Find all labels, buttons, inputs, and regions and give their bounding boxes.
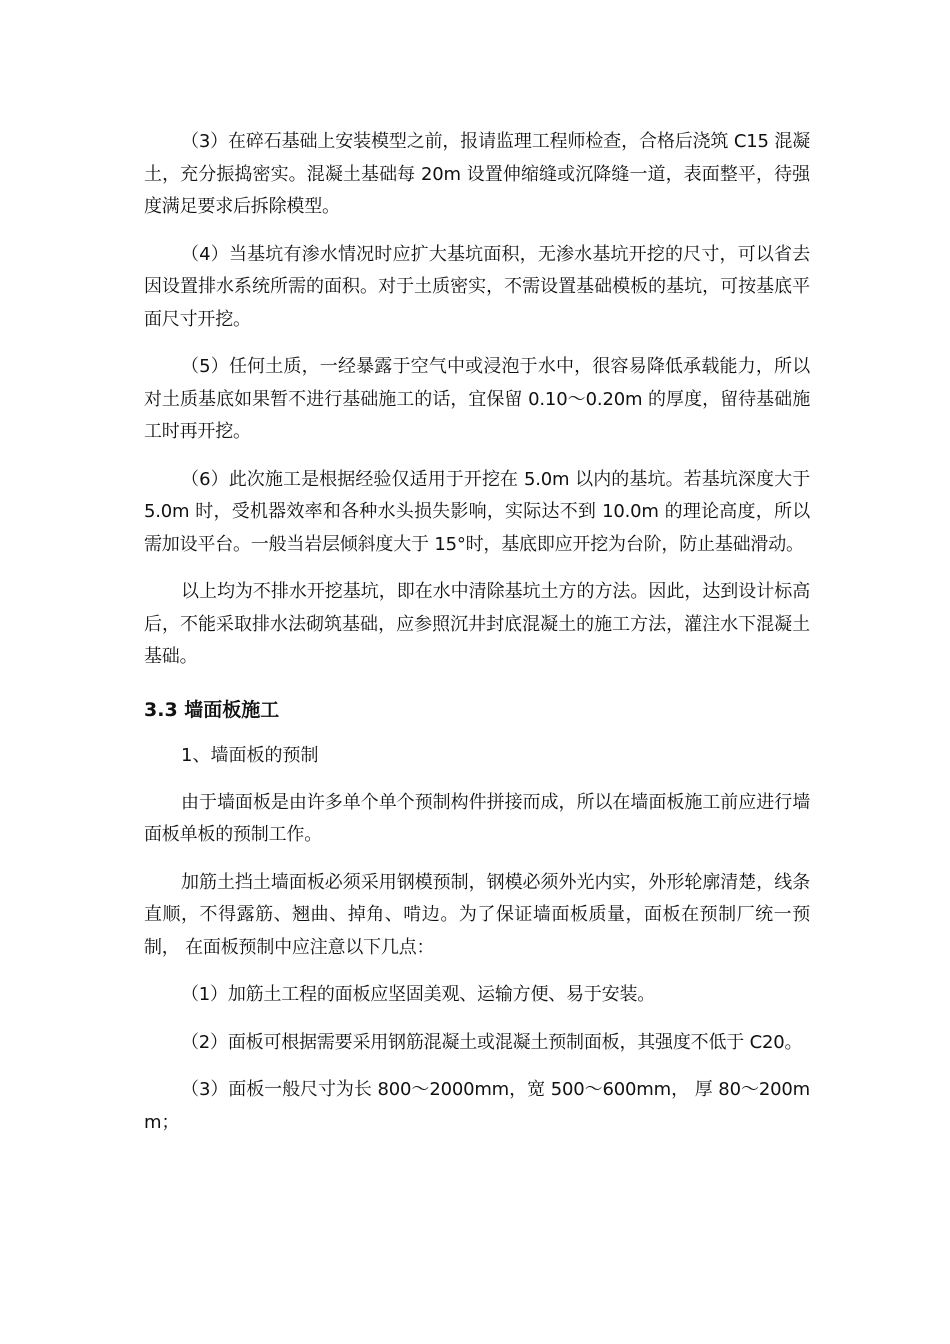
paragraph-requirements: 加筋土挡土墙面板必须采用钢模预制，钢模必须外光内实，外形轮廓清楚，线条直顺，不得露筋、翘曲、掉角、啃边。为了保证墙面板质量，面板在预制厂统一预制， 在面板预制中应注意以下几点： <box>144 871 810 958</box>
paragraph-intro: 由于墙面板是由许多单个单个预制构件拼接而成，所以在墙面板施工前应进行墙面板单板的预制工作。 <box>144 791 810 845</box>
list-item-1: （1）加筋土工程的面板应坚固美观、运输方便、易于安装。 <box>181 984 656 1005</box>
paragraph-item-5: （5）任何土质，一经暴露于空气中或浸泡于水中，很容易降低承载能力，所以对土质基底如果暂不进行基础施工的话，宜保留 0.10～0.20m 的厚度，留待基础施工时再开挖。 <box>144 356 810 442</box>
paragraph-item-3: （3）在碎石基础上安装模型之前，报请监理工程师检查，合格后浇筑 C15 混凝土，充分振捣密实。混凝土基础每 20m 设置伸缩缝或沉降缝一道，表面整平，待强度满足要求后拆除模型。 <box>144 131 810 217</box>
subsection-heading: 1、墙面板的预制 <box>181 744 319 766</box>
paragraph-summary: 以上均为不排水开挖基坑，即在水中清除基坑土方的方法。因此，达到设计标高后，不能采取排水法砌筑基础，应参照沉井封底混凝土的施工方法，灌注水下混凝土基础。 <box>144 581 810 667</box>
section-heading: 3.3 墙面板施工 <box>144 698 280 721</box>
document-page <box>144 126 810 1139</box>
paragraph-item-6: （6）此次施工是根据经验仅适用于开挖在 5.0m 以内的基坑。若基坑深度大于 5.0m 时，受机器效率和各种水头损失影响，实际达不到 10.0m 的理论高度，所以需加设平台。一般当岩层倾斜度大于 15°时，基底即应开挖为台阶，防止基础滑动。 <box>144 468 810 555</box>
paragraph-item-4: （4）当基坑有渗水情况时应扩大基坑面积，无渗水基坑开挖的尺寸，可以省去因设置排水系统所需的面积。对于土质密实，不需设置基础模板的基坑，可按基底平面尺寸开挖。 <box>144 243 810 330</box>
list-item-3: （3）面板一般尺寸为长 800～2000mm，宽 500～600mm， 厚 80～200mm； <box>144 1079 810 1133</box>
list-item-2: （2）面板可根据需要采用钢筋混凝土或混凝土预制面板，其强度不低于 C20。 <box>181 1031 803 1053</box>
